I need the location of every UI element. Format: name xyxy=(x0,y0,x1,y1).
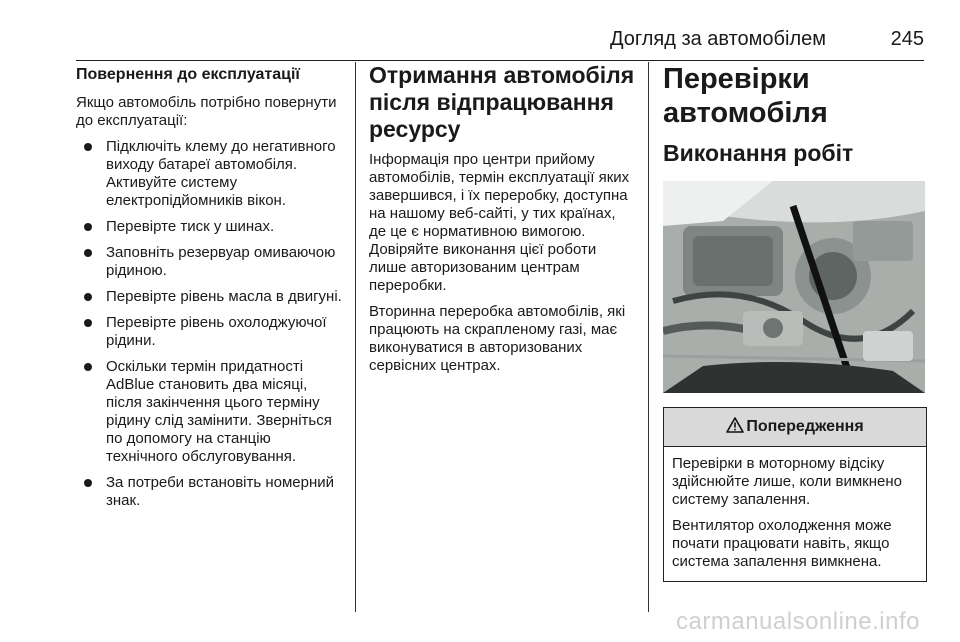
column-vehicle-checks xyxy=(663,62,925,582)
list-item: Перевірте рівень масла в двигуні. xyxy=(76,288,344,306)
section-heading-end-of-life: Отримання автомобіля після відпрацювання ресурсу xyxy=(369,62,635,142)
column-end-of-life xyxy=(369,62,635,383)
section-heading-vehicle-checks: Перевірки автомобіля xyxy=(663,63,828,129)
page-header xyxy=(76,12,924,56)
warning-box xyxy=(663,407,927,582)
warning-header xyxy=(664,408,926,447)
bullet-icon xyxy=(84,479,92,487)
warning-text: Вентилятор охолодження може почати працювати навіть, якщо система запалення вимкнена. xyxy=(672,517,892,570)
list-item: За потреби встановіть номерний знак. xyxy=(76,474,344,510)
warning-body xyxy=(664,447,926,581)
engine-bay-photo xyxy=(663,181,925,393)
bullet-icon xyxy=(84,249,92,257)
column-return-to-service xyxy=(76,62,344,518)
intro-text: Якщо автомобіль потрібно повернути до експлуатації: xyxy=(76,94,337,129)
checklist xyxy=(76,138,344,510)
paragraph: Інформація про центри прийому автомобілів, термін експлуатації яких завершився, і їх переробку, доступна на нашому веб-сайті, у тих країнах, де це є нормативною вимогою. Довіряйте виконання цієї роботи лише авторизованим центрам переробки. xyxy=(369,151,630,294)
bullet-icon xyxy=(84,363,92,371)
warning-title: Попередження xyxy=(746,418,864,435)
warning-triangle-icon xyxy=(726,417,744,438)
warning-text: Перевірки в моторному відсіку здійснюйте лише, коли вимкнено систему запалення. xyxy=(672,455,902,508)
list-item: Перевірте тиск у шинах. xyxy=(76,218,344,236)
bullet-icon xyxy=(84,319,92,327)
bullet-icon xyxy=(84,223,92,231)
list-item: Перевірте рівень охолоджуючої рідини. xyxy=(76,314,344,350)
engine-bay-illustration xyxy=(663,181,925,393)
page-number: 245 xyxy=(890,28,924,50)
header-title: Догляд за автомобілем xyxy=(609,28,826,50)
list-item: Оскільки термін придатності AdBlue становить два місяці, після закінчення цього терміну рідину слід замінити. Зверніться по допомогу на станцію технічного обслуговування. xyxy=(76,358,344,466)
list-item: Підключіть клему до негативного виходу батареї автомобіля. Активуйте систему електропідйомників вікон. xyxy=(76,138,344,210)
watermark-text: carmanualsonline.info xyxy=(676,608,920,635)
list-item: Заповніть резервуар омиваючою рідиною. xyxy=(76,244,344,280)
column-divider xyxy=(355,62,356,612)
bullet-icon xyxy=(84,293,92,301)
subheading-performing-work: Виконання робіт xyxy=(663,140,854,166)
header-rule xyxy=(76,60,924,61)
section-heading-return: Повернення до експлуатації xyxy=(76,66,300,83)
paragraph: Вторинна переробка автомобілів, які працюють на скрапленому газі, має виконуватися в авторизованих сервісних центрах. xyxy=(369,303,626,374)
column-divider xyxy=(648,62,649,612)
bullet-icon xyxy=(84,143,92,151)
